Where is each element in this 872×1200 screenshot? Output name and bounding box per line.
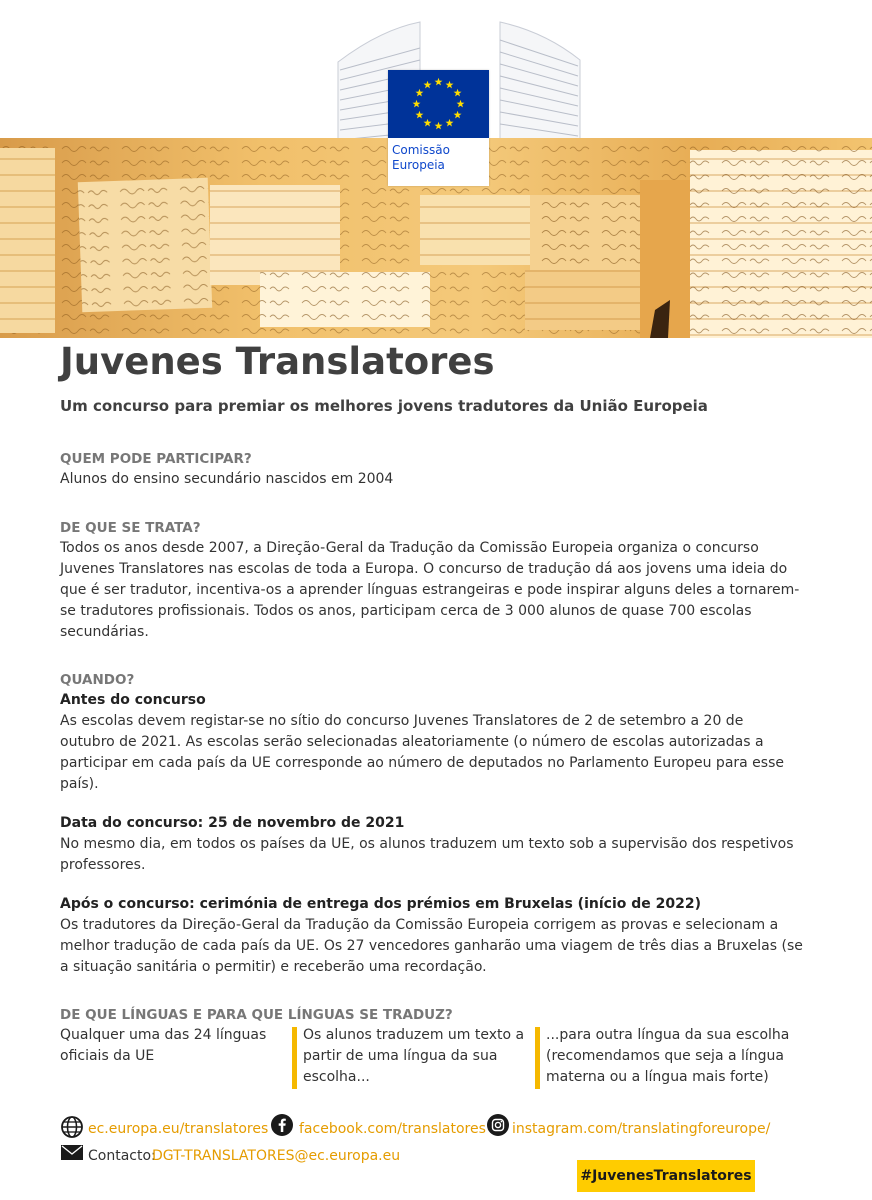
text-line: Qualquer uma das 24 línguas bbox=[60, 1027, 267, 1043]
page-title: Juvenes Translatores bbox=[60, 340, 495, 383]
text-line: se tradutores profissionais. Todos os anos, participam cerca de 3 000 alunos de quase 700 escolas bbox=[60, 603, 752, 619]
page-subtitle: Um concurso para premiar os melhores jovens tradutores da União Europeia bbox=[60, 397, 708, 415]
before-heading: Antes do concurso bbox=[60, 692, 206, 708]
text-line: As escolas devem registar-se no sítio do concurso Juvenes Translatores de 2 de setembro a 20 de bbox=[60, 713, 744, 729]
logo-line-2: Europeia bbox=[392, 158, 445, 172]
after-heading: Após o concurso: cerimónia de entrega dos prémios em Bruxelas (início de 2022) bbox=[60, 896, 701, 912]
globe-icon bbox=[61, 1116, 83, 1138]
divider-bar bbox=[292, 1027, 297, 1089]
date-heading: Data do concurso: 25 de novembro de 2021 bbox=[60, 815, 405, 831]
section-heading: DE QUE LÍNGUAS E PARA QUE LÍNGUAS SE TRADUZ? bbox=[60, 1007, 453, 1023]
website-link[interactable]: ec.europa.eu/translatores bbox=[88, 1121, 269, 1137]
text-line: (recomendamos que seja a língua bbox=[546, 1048, 784, 1064]
text-line: escolha... bbox=[303, 1069, 370, 1085]
section-heading: DE QUE SE TRATA? bbox=[60, 520, 201, 536]
eu-flag-icon bbox=[388, 70, 489, 138]
text-line: materna ou a língua mais forte) bbox=[546, 1069, 769, 1085]
languages-col-3 bbox=[546, 1025, 816, 1088]
instagram-link[interactable]: instagram.com/translatingforeurope/ bbox=[512, 1121, 771, 1137]
section-contest-date bbox=[60, 813, 820, 876]
section-text: Alunos do ensino secundário nascidos em 2004 bbox=[60, 471, 394, 487]
text-line: país). bbox=[60, 776, 99, 792]
text-line: participar em cada país da UE corresponde ao número de deputados no Parlamento Europeu para esse bbox=[60, 755, 785, 771]
ec-logo bbox=[388, 70, 489, 186]
section-when bbox=[60, 670, 820, 795]
languages-col-1 bbox=[60, 1025, 285, 1067]
section-what bbox=[60, 518, 820, 643]
instagram-icon bbox=[487, 1114, 509, 1136]
contact-email-link[interactable]: DGT-TRANSLATORES@ec.europa.eu bbox=[152, 1148, 401, 1164]
text-line: Juvenes Translatores nas escolas de toda a Europa. O concurso de tradução dá aos jovens uma ideia do bbox=[60, 561, 788, 577]
text-line: a situação sanitária o permitir) e receberão uma recordação. bbox=[60, 959, 487, 975]
text-line: partir de uma língua da sua bbox=[303, 1048, 498, 1064]
facebook-icon bbox=[271, 1114, 293, 1136]
text-line: secundárias. bbox=[60, 624, 149, 640]
contact-label: Contacto: bbox=[88, 1148, 156, 1164]
section-languages-heading bbox=[60, 1005, 820, 1025]
section-who bbox=[60, 449, 820, 490]
hashtag-badge: #JuvenesTranslatores bbox=[577, 1160, 755, 1192]
text-line: professores. bbox=[60, 857, 146, 873]
envelope-icon bbox=[61, 1145, 83, 1160]
text-line: que é ser tradutor, incentiva-os a aprender línguas estrangeiras e pode inspirar alguns deles a tornarem- bbox=[60, 582, 800, 598]
text-line: melhor tradução de cada país da UE. Os 27 vencedores ganharão uma viagem de três dias a Bruxelas (se bbox=[60, 938, 803, 954]
text-line: oficiais da UE bbox=[60, 1048, 155, 1064]
text-line: outubro de 2021. As escolas serão selecionadas aleatoriamente (o número de escolas autorizadas a bbox=[60, 734, 764, 750]
text-line: ...para outra língua da sua escolha bbox=[546, 1027, 790, 1043]
languages-col-2 bbox=[303, 1025, 533, 1088]
section-after bbox=[60, 894, 820, 978]
header-banner bbox=[0, 0, 872, 338]
logo-line-1: Comissão bbox=[392, 143, 450, 157]
facebook-link[interactable]: facebook.com/translatores bbox=[299, 1121, 486, 1137]
text-line: Todos os anos desde 2007, a Direção-Geral da Tradução da Comissão Europeia organiza o concurso bbox=[60, 540, 759, 556]
divider-bar bbox=[535, 1027, 540, 1089]
section-heading: QUANDO? bbox=[60, 672, 135, 688]
text-line: No mesmo dia, em todos os países da UE, os alunos traduzem um texto sob a supervisão dos respetivos bbox=[60, 836, 794, 852]
text-line: Os tradutores da Direção-Geral da Tradução da Comissão Europeia corrigem as provas e selecionam a bbox=[60, 917, 779, 933]
logo-text bbox=[392, 143, 450, 173]
section-heading: QUEM PODE PARTICIPAR? bbox=[60, 451, 252, 467]
text-line: Os alunos traduzem um texto a bbox=[303, 1027, 525, 1043]
